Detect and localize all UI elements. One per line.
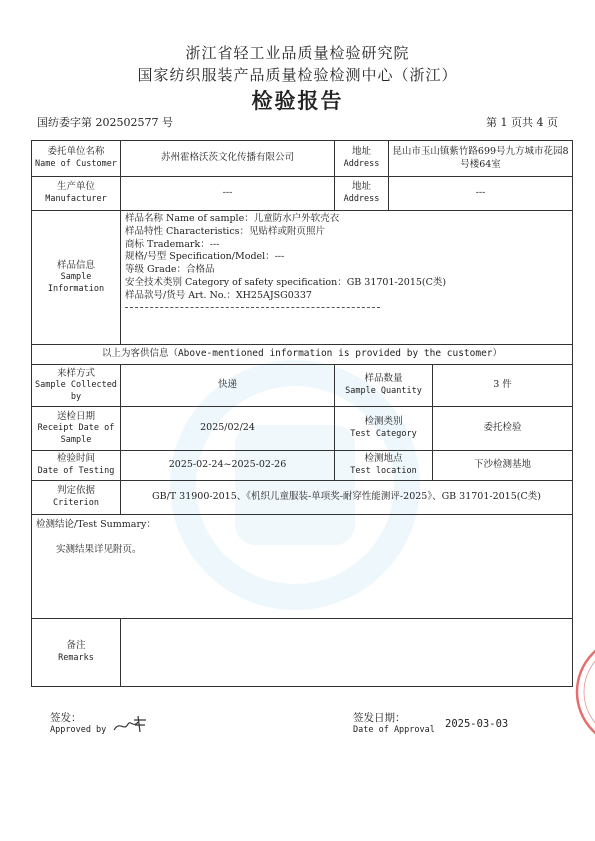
test-summary-text: 实测结果详见附页。 [56,543,142,555]
page-info: 第 1 页共 4 页 [486,116,558,129]
testing-date-label: 检验时间 Date of Testing [32,451,121,481]
customer-provided-notice: 以上为客供信息（Above-mentioned information is provided by the customer） [32,345,573,365]
institute-name: 浙江省轻工业品质量检验研究院 [185,44,410,62]
sample-specification: 规格/号型 Specification/Model：--- [125,251,285,263]
customer-address-label: 地址 Address [335,141,389,177]
receipt-date-value: 2025/02/24 [121,407,335,451]
sample-name: 样品名称 Name of sample：儿童防水户外软壳衣 [125,213,340,224]
sample-quantity-value: 3 件 [433,365,573,407]
test-category-label: 检测类别 Test Category [335,407,433,451]
sample-trademark: 商标 Trademark：--- [125,238,220,250]
test-summary [32,515,573,619]
customer-label: 委托单位名称 Name of Customer [32,141,121,177]
test-location-value: 下沙检测基地 [433,451,573,481]
customer-address-value: 昆山市玉山镇紫竹路699号九方城市花园8号楼64室 [389,141,573,177]
remarks-label: 备注 Remarks [32,619,121,687]
center-name: 国家纺织服装产品质量检验检测中心（浙江） [137,66,458,84]
report-table [31,140,573,687]
remarks-value [121,619,573,687]
official-stamp [572,632,595,752]
sample-info-label: 样品信息 Sample Information [32,211,121,345]
sample-quantity-label: 样品数量 Sample Quantity [335,365,433,407]
test-summary-label: 检测结论/Test Summary： [36,519,156,530]
test-category-value: 委托检验 [433,407,573,451]
manufacturer-address-value: --- [389,177,573,211]
sample-info-details [121,211,573,345]
sample-grade: 等级 Grade：合格品 [125,264,215,276]
approved-by: 签发： Approved by [50,712,107,735]
sample-collected-value: 快递 [121,365,335,407]
customer-value: 苏州霍格沃茨文化传播有限公司 [121,141,335,177]
testing-date-value: 2025-02-24~2025-02-26 [121,451,335,481]
approval-date-value: 2025-03-03 [445,718,509,730]
sample-characteristics: 样品特性 Characteristics：见贴样或附页照片 [125,225,326,237]
manufacturer-label: 生产单位 Manufacturer [32,177,121,211]
sample-collected-label: 来样方式 Sample Collected by [32,365,121,407]
date-of-approval: 签发日期： Date of Approval [353,712,435,735]
criterion-value: GB/T 31900-2015、《机织儿童服装-单项奖-耐穿性能测评-2025》、GB 31701-2015(C类) [121,481,573,515]
manufacturer-value: --- [121,177,335,211]
sample-safety-category: 安全技术类别 Category of safety specification：GB 31701-2015(C类) [125,277,447,289]
criterion-label: 判定依据 Criterion [32,481,121,515]
dashed-divider [125,303,380,308]
receipt-date-label: 送检日期 Receipt Date of Sample [32,407,121,451]
signature-image [110,712,150,736]
test-location-label: 检测地点 Test location [335,451,433,481]
report-title: 检验报告 [251,88,344,113]
sample-art-no: 样品款号/货号 Art. No.：XH25AJSG0337 [125,289,312,301]
manufacturer-address-label: 地址 Address [335,177,389,211]
report-number: 国纺委字第 202502577 号 [37,116,173,129]
